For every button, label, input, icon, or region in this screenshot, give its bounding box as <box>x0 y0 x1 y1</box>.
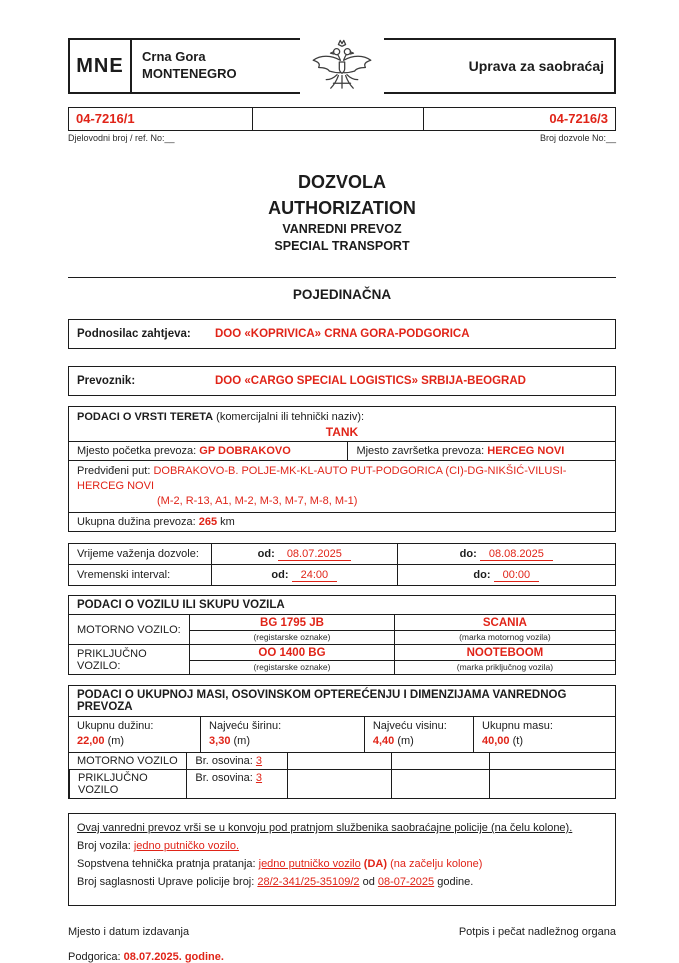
carrier-box <box>68 366 616 396</box>
issue-place: Podgorica: <box>68 951 124 963</box>
cargo-title-bold: PODACI O VRSTI TERETA <box>77 411 214 423</box>
vehicle-section-title: PODACI O VOZILU ILI SKUPU VOZILA <box>69 596 615 615</box>
ref-caption-left: Djelovodni broj / ref. No:__ <box>68 133 175 143</box>
footer-labels <box>68 926 616 938</box>
make-caption: (marka priključnog vozila) <box>456 662 554 672</box>
technical-escort-value: jedno putničko vozilo <box>258 858 361 870</box>
total-mass-value: 40,00 <box>482 735 510 747</box>
trailer-plate-cell <box>189 645 394 674</box>
validity-period-label: Vrijeme važenja dozvole: <box>69 544 211 565</box>
unit: (m) <box>233 735 251 747</box>
police-consent-number: 28/2-341/25-35109/2 <box>257 876 360 888</box>
trailer-axle-cell <box>186 770 287 798</box>
convoy-section <box>68 813 616 906</box>
technical-escort-position: (na začelju kolone) <box>387 858 483 870</box>
distance-value: 265 <box>198 516 218 528</box>
route-row <box>69 461 615 513</box>
police-consent-label: Broj saglasnosti Uprave policije broj: <box>77 876 258 888</box>
end-place-value: HERCEG NOVI <box>487 445 565 457</box>
cargo-places-row <box>69 442 615 461</box>
to-label: do: <box>473 569 491 581</box>
trailer-axle-count: 3 <box>255 772 263 784</box>
title-special-transport: SPECIAL TRANSPORT <box>274 239 410 253</box>
motor-vehicle-axle-cell <box>186 753 287 770</box>
validity-to-cell <box>397 544 615 565</box>
authorization-document <box>68 38 616 963</box>
issue-date: 08.07.2025. godine. <box>123 951 224 963</box>
unit: (t) <box>512 735 523 747</box>
permit-number-right: 04-7216/3 <box>549 111 608 126</box>
motor-vehicle-make: SCANIA <box>395 615 615 631</box>
document-title <box>68 169 616 255</box>
interval-from-time: 24:00 <box>292 569 338 582</box>
police-consent-line <box>77 873 607 891</box>
validity-to-date: 08.08.2025 <box>480 548 553 561</box>
total-mass-cell <box>473 717 615 752</box>
country-name <box>132 40 237 92</box>
max-height-label: Najveću visinu: <box>372 720 447 732</box>
validity-from-cell <box>211 544 397 565</box>
motor-vehicle-plate-cell <box>189 615 394 645</box>
vehicle-count-label: Broj vozila: <box>77 840 134 852</box>
route-value-line1: DOBRAKOVO-B. POLJE-MK-KL-AUTO PUT-PODGORICA (CI)-DG-NIKŠIĆ-VILUSI-HERCEG NOVI <box>77 465 567 492</box>
time-interval-label: Vremenski interval: <box>77 569 171 581</box>
vehicle-table <box>69 615 615 674</box>
to-label: do: <box>459 548 477 560</box>
vehicle-count-line <box>77 837 607 855</box>
from-label: od: <box>257 548 275 560</box>
route-value-line2: (M-2, R-13, A1, M-2, M-3, M-7, M-8, M-1) <box>157 495 358 507</box>
cargo-section <box>68 406 616 532</box>
carrier-label: Prevoznik: <box>77 375 136 387</box>
motor-vehicle-label: MOTORNO VOZILO: <box>69 615 189 645</box>
title-authorization: AUTHORIZATION <box>268 198 416 218</box>
motor-vehicle-make-cell <box>394 615 615 645</box>
max-width-label: Najveću širinu: <box>209 720 282 732</box>
trailer-make-cell <box>394 645 615 674</box>
distance-unit: km <box>220 516 235 528</box>
max-height-value: 4,40 <box>372 735 395 747</box>
axle-rows <box>69 753 615 798</box>
empty-cell <box>287 770 391 798</box>
max-width-value: 3,30 <box>209 735 231 747</box>
total-mass-label: Ukupnu masu: <box>482 720 553 732</box>
trailer-vehicle-label: PRIKLJUČNO VOZILO: <box>77 647 147 672</box>
applicant-label: Podnosilac zahtjeva: <box>77 328 191 340</box>
route-label: Predviđeni put: <box>77 465 151 477</box>
unit: (m) <box>397 735 414 747</box>
police-consent-date: 08-07-2025 <box>377 876 435 888</box>
interval-to-cell <box>397 565 615 585</box>
start-place-value: GP DOBRAKOVO <box>199 445 291 457</box>
divider-line <box>68 277 616 278</box>
carrier-value: DOO «CARGO SPECIAL LOGISTICS» SRBIJA-BEOGRAD <box>215 375 526 387</box>
validity-from-date: 08.07.2025 <box>278 548 351 561</box>
total-length-cell <box>69 717 200 752</box>
issue-date-line <box>68 951 616 963</box>
title-vanredni-prevoz: VANREDNI PREVOZ <box>282 222 402 236</box>
reference-captions <box>68 133 616 143</box>
country-name-local: Crna Gora <box>142 49 206 64</box>
signature-label: Potpis i pečat nadležnog organa <box>458 926 616 938</box>
vehicle-count-value: jedno putničko vozilo. <box>133 840 240 852</box>
applicant-box <box>68 319 616 349</box>
title-dozvola: DOZVOLA <box>298 172 386 192</box>
ref-number-middle <box>252 108 424 130</box>
trailer-plate: OO 1400 BG <box>190 645 394 661</box>
document-header <box>68 38 616 94</box>
plate-caption: (registarske oznake) <box>253 632 331 642</box>
max-width-cell <box>200 717 364 752</box>
dimensions-section <box>68 685 616 799</box>
interval-to-time: 00:00 <box>494 569 540 582</box>
motor-axle-count: 3 <box>255 755 263 767</box>
motor-vehicle-plate: BG 1795 JB <box>190 615 394 631</box>
montenegro-coat-of-arms-icon <box>300 31 384 103</box>
empty-cell <box>287 753 391 770</box>
issue-place-label: Mjesto i datum izdavanja <box>68 926 190 938</box>
trailer-make: NOOTEBOOM <box>395 645 615 661</box>
cargo-title-suffix: (komercijalni ili tehnički naziv): <box>213 411 365 423</box>
country-name-english: MONTENEGRO <box>142 66 237 81</box>
from-label: od: <box>271 569 289 581</box>
distance-row <box>69 513 615 531</box>
total-length-value: 22,00 <box>77 735 105 747</box>
plate-caption: (registarske oznake) <box>253 662 331 672</box>
applicant-value: DOO «KOPRIVICA» CRNA GORA-PODGORICA <box>215 328 470 340</box>
axle-count-label: Br. osovina: <box>195 772 253 784</box>
start-place-label: Mjesto početka prevoza: <box>77 445 197 457</box>
empty-cell <box>489 770 615 798</box>
reference-number-row <box>68 107 616 131</box>
dimensions-values-row <box>69 717 615 753</box>
country-code-box: MNE <box>70 40 132 92</box>
distance-label: Ukupna dužina prevoza: <box>77 516 196 528</box>
start-place-cell <box>69 442 347 460</box>
make-caption: (marka motornog vozila) <box>459 632 551 642</box>
max-height-cell <box>364 717 473 752</box>
unit: (m) <box>107 735 125 747</box>
cargo-name: TANK <box>69 425 615 442</box>
axle-count-label: Br. osovina: <box>195 755 253 767</box>
cargo-section-title <box>69 407 615 425</box>
year-word: godine. <box>434 876 474 888</box>
validity-table <box>68 543 616 586</box>
empty-cell <box>489 753 615 770</box>
technical-escort-label: Sopstvena tehnička pratnja pratanja: <box>77 858 259 870</box>
dimensions-section-title: PODACI O UKUPNOJ MASI, OSOVINSKOM OPTEREĆENJU I DIMENZIJAMA VANREDNOG PREVOZA <box>69 686 615 717</box>
motor-vehicle-axle-label: MOTORNO VOZILO <box>69 753 186 770</box>
technical-escort-line <box>77 855 607 873</box>
ref-number-left: 04-7216/1 <box>76 111 135 126</box>
end-place-label: Mjesto završetka prevoza: <box>356 445 485 457</box>
permit-subtype: POJEDINAČNA <box>292 287 392 302</box>
technical-escort-da: (DA) <box>360 858 388 870</box>
empty-cell <box>391 770 489 798</box>
convoy-statement: Ovaj vanredni prevoz vrši se u konvoju pod pratnjom službenika saobraćajne policije (na čelu kolone). <box>77 822 573 834</box>
of-word: od <box>359 876 378 888</box>
ref-caption-right: Broj dozvole No:__ <box>539 133 616 143</box>
vehicle-section <box>68 595 616 675</box>
interval-from-cell <box>211 565 397 585</box>
issuing-authority: Uprava za saobraćaj <box>468 58 604 74</box>
trailer-axle-label: PRIKLJUČNO VOZILO <box>69 770 186 798</box>
end-place-cell <box>347 442 615 460</box>
total-length-label: Ukupnu dužinu: <box>77 720 154 732</box>
empty-cell <box>391 753 489 770</box>
